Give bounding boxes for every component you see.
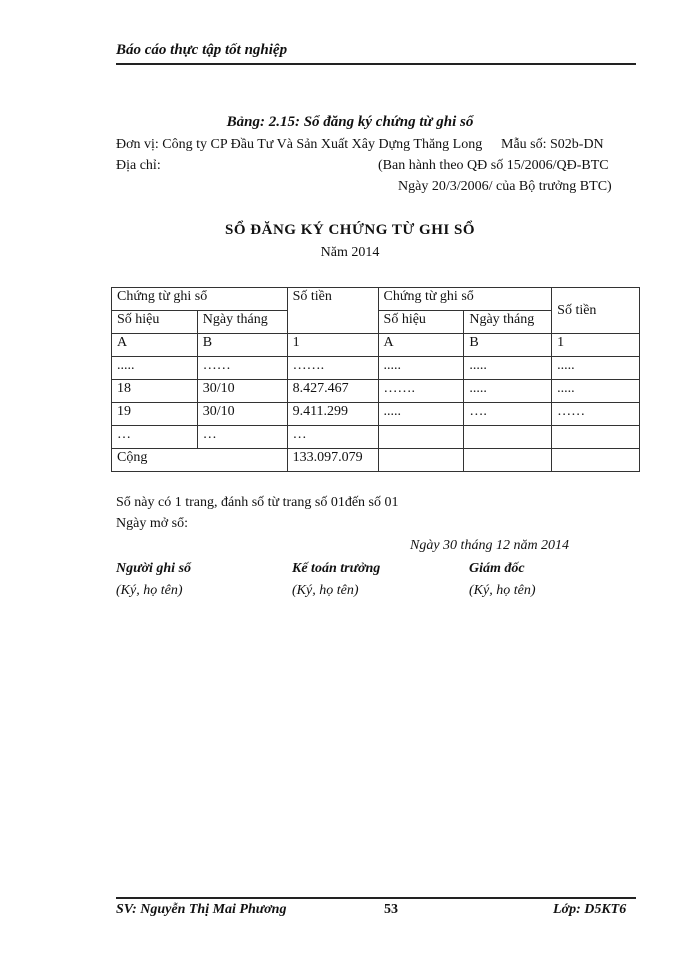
table-total-row bbox=[112, 449, 640, 472]
table-row bbox=[112, 334, 640, 357]
header-amount-right: Số tiền bbox=[552, 288, 640, 334]
table-cell bbox=[378, 426, 464, 449]
table-cell: 19 bbox=[112, 403, 198, 426]
table-cell bbox=[552, 426, 640, 449]
opened-date-label: Ngày mở sổ: bbox=[116, 516, 188, 531]
footer-rule bbox=[116, 897, 636, 899]
header-date-right: Ngày tháng bbox=[464, 311, 552, 334]
table-cell: ……. bbox=[378, 380, 464, 403]
table-cell: A bbox=[378, 334, 464, 357]
register-table bbox=[111, 287, 640, 472]
address-label: Địa chỉ: bbox=[116, 158, 161, 173]
header-voucher-left: Chứng từ ghi sổ bbox=[112, 288, 288, 311]
sign-date: Ngày 30 tháng 12 năm 2014 bbox=[410, 538, 570, 553]
register-year: Năm 2014 bbox=[320, 245, 380, 260]
signer-note-recorder: (Ký, họ tên) bbox=[116, 583, 183, 598]
footer-page-number: 53 bbox=[384, 902, 398, 917]
decree-line-2: Ngày 20/3/2006/ của Bộ trưởng BTC) bbox=[398, 179, 612, 194]
table-cell: 30/10 bbox=[197, 403, 287, 426]
table-row bbox=[112, 357, 640, 380]
table-cell: 1 bbox=[552, 334, 640, 357]
table-cell: ..... bbox=[378, 403, 464, 426]
table-cell: ..... bbox=[112, 357, 198, 380]
signer-role-recorder: Người ghi sổ bbox=[116, 561, 192, 576]
table-cell: … bbox=[197, 426, 287, 449]
unit-line: Đơn vị: Công ty CP Đầu Tư Và Sản Xuất Xây Dựng Thăng Long bbox=[116, 137, 483, 152]
table-cell: 18 bbox=[112, 380, 198, 403]
table-cell bbox=[464, 449, 552, 472]
total-value: 133.097.079 bbox=[287, 449, 378, 472]
table-header-row bbox=[112, 288, 640, 311]
table-cell: … bbox=[287, 426, 378, 449]
table-cell: …… bbox=[552, 403, 640, 426]
table-cell bbox=[552, 449, 640, 472]
footer-class: Lớp: D5KT6 bbox=[553, 902, 627, 917]
header-no-right: Số hiệu bbox=[378, 311, 464, 334]
table-row bbox=[112, 380, 640, 403]
signer-note-director: (Ký, họ tên) bbox=[469, 583, 536, 598]
table-cell: ..... bbox=[464, 357, 552, 380]
table-row bbox=[112, 426, 640, 449]
header-no-left: Số hiệu bbox=[112, 311, 198, 334]
decree-line-1: (Ban hành theo QĐ số 15/2006/QĐ-BTC bbox=[378, 158, 609, 173]
total-label: Cộng bbox=[112, 449, 288, 472]
header-amount-left: Số tiền bbox=[287, 288, 378, 334]
table-cell: …. bbox=[464, 403, 552, 426]
table-caption bbox=[0, 114, 700, 131]
caption-label: Bảng: 2.15: bbox=[226, 114, 300, 130]
signer-role-chief-accountant: Kế toán trưởng bbox=[292, 561, 381, 576]
table-cell: ..... bbox=[552, 380, 640, 403]
caption-text: Sổ đăng ký chứng từ ghi sổ bbox=[303, 114, 474, 130]
footer-student: SV: Nguyễn Thị Mai Phương bbox=[116, 902, 287, 917]
table-row bbox=[112, 403, 640, 426]
table-cell: … bbox=[112, 426, 198, 449]
header-date-left: Ngày tháng bbox=[197, 311, 287, 334]
header-title: Báo cáo thực tập tốt nghiệp bbox=[116, 42, 288, 58]
header-rule bbox=[116, 63, 636, 65]
table-cell: 30/10 bbox=[197, 380, 287, 403]
table-cell: 1 bbox=[287, 334, 378, 357]
header-voucher-right: Chứng từ ghi sổ bbox=[378, 288, 552, 311]
table-cell: B bbox=[464, 334, 552, 357]
table-cell bbox=[378, 449, 464, 472]
form-number: Mẫu số: S02b-DN bbox=[501, 137, 604, 152]
table-cell: A bbox=[112, 334, 198, 357]
table-cell: …… bbox=[197, 357, 287, 380]
table-cell: ..... bbox=[378, 357, 464, 380]
table-cell bbox=[464, 426, 552, 449]
table-cell: B bbox=[197, 334, 287, 357]
page-count-note: Sổ này có 1 trang, đánh số từ trang số 01đến số 01 bbox=[116, 495, 399, 510]
table-cell: 9.411.299 bbox=[287, 403, 378, 426]
register-title: SỔ ĐĂNG KÝ CHỨNG TỪ GHI SỔ bbox=[225, 222, 475, 238]
table-cell: ……. bbox=[287, 357, 378, 380]
table-cell: ..... bbox=[552, 357, 640, 380]
signer-note-chief-accountant: (Ký, họ tên) bbox=[292, 583, 359, 598]
table-cell: 8.427.467 bbox=[287, 380, 378, 403]
signer-role-director: Giám đốc bbox=[469, 561, 525, 576]
table-cell: ..... bbox=[464, 380, 552, 403]
